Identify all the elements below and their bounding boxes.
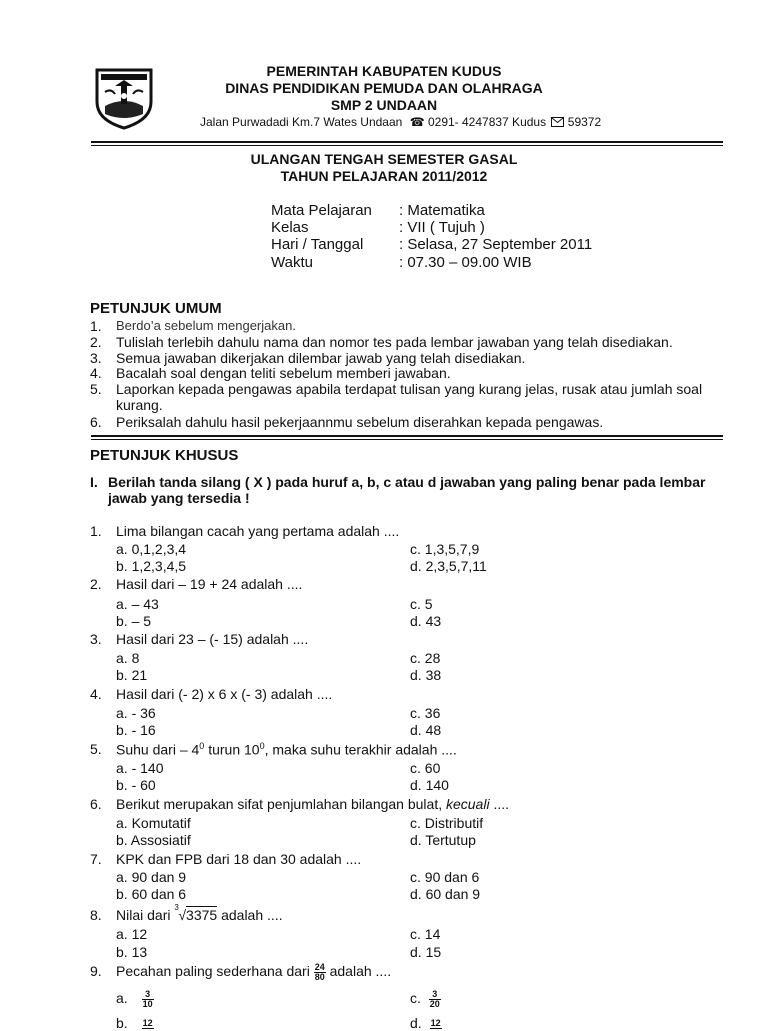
option-c: c. 1,3,5,7,9 [410,541,480,557]
option-d: d. Tertutup [410,832,476,848]
option-a: a. - 140 [116,760,164,776]
info-label: Mata Pelajaran [271,202,372,219]
option-d: d. 15 [410,944,442,960]
option-d: d. 140 [410,777,449,793]
section-instruction: Berilah tanda silang ( X ) pada huruf a, b, c atau d jawaban yang paling benar pada lembar [108,474,706,490]
school-name: SMP 2 UNDAAN [330,97,438,113]
option-b: b. 13 [116,944,148,960]
option-c: c. 36 [410,705,441,721]
option-d: d. 12 [410,1015,441,1031]
option-b: b. 21 [116,667,148,683]
option-d: d. 60 dan 9 [410,886,481,902]
special-instructions-heading: PETUNJUK KHUSUS [90,447,239,464]
option-b: b. – 5 [116,613,152,629]
exam-year: TAHUN PELAJARAN 2011/2012 [280,168,488,184]
fraction: 12 [430,1018,441,1029]
option-c: c. $\frac{3}{20}$ [410,989,440,1009]
option-d: d. 43 [410,613,442,629]
option-a: a. $\frac{3}{10}$ [116,989,153,1009]
general-instructions-heading: PETUNJUK UMUM [90,300,222,317]
option-a: a. 0,1,2,3,4 [116,541,187,557]
mail-icon [551,117,564,127]
option-d: d. 48 [410,722,442,738]
option-b: b. - 60 [116,777,156,793]
option-a: a. Komutatif [116,815,191,831]
option-a: a. - 36 [116,705,156,721]
school-address-line [200,115,601,129]
info-label: Hari / Tanggal [271,236,364,253]
section-number: I. [90,474,98,490]
option-b: b. - 16 [116,722,156,738]
option-c: c. 90 dan 6 [410,869,480,885]
department-name: DINAS PENDIDIKAN PEMUDA DAN OLAHRAGA [225,80,543,96]
option-b: b. 12 [116,1015,153,1031]
option-b: b. 1,2,3,4,5 [116,558,187,574]
fraction: $\frac{3}{10}$ [142,989,153,1009]
phone-icon: ☎ [409,115,425,129]
fraction: $\frac{3}{20}$ [429,989,440,1009]
info-label: Kelas [271,219,309,236]
option-a: a. – 43 [116,596,159,612]
option-c: c. 60 [410,760,441,776]
option-a: a. 90 dan 9 [116,869,187,885]
option-c: c. Distributif [410,815,484,831]
school-address: Jalan Purwadadi Km.7 Wates Undaan [200,115,403,129]
info-value: : Selasa, 27 September 2011 [399,236,593,253]
option-d: d. 38 [410,667,442,683]
school-phone: 0291- 4247837 Kudus [427,115,547,129]
info-label: Waktu [271,254,313,271]
option-b: b. 60 dan 6 [116,886,187,902]
section-divider-thin [91,439,723,440]
government-name: PEMERINTAH KABUPATEN KUDUS [266,63,502,79]
option-a: a. 8 [116,650,140,666]
info-value: : Matematika [399,202,485,219]
fraction: $\frac{24}{80}$ [314,962,325,982]
option-a: a. 12 [116,926,148,942]
exam-title: ULANGAN TENGAH SEMESTER GASAL [250,151,518,167]
school-postcode: 59372 [567,115,602,129]
section-instruction-cont: jawab yang tersedia ! [108,490,250,506]
option-b: b. Assosiatif [116,832,191,848]
option-d: d. 2,3,5,7,11 [410,558,487,574]
info-value: : VII ( Tujuh ) [399,219,485,236]
option-c: c. 28 [410,650,441,666]
info-value: : 07.30 – 09.00 WIB [399,254,532,271]
header-divider-thick [91,141,723,143]
option-c: c. 5 [410,596,433,612]
fraction: 12 [142,1018,153,1029]
header-divider-thin [91,145,723,146]
option-c: c. 14 [410,926,441,942]
section-divider-thick [91,435,723,437]
cube-root: 3 √3375 [174,903,218,923]
